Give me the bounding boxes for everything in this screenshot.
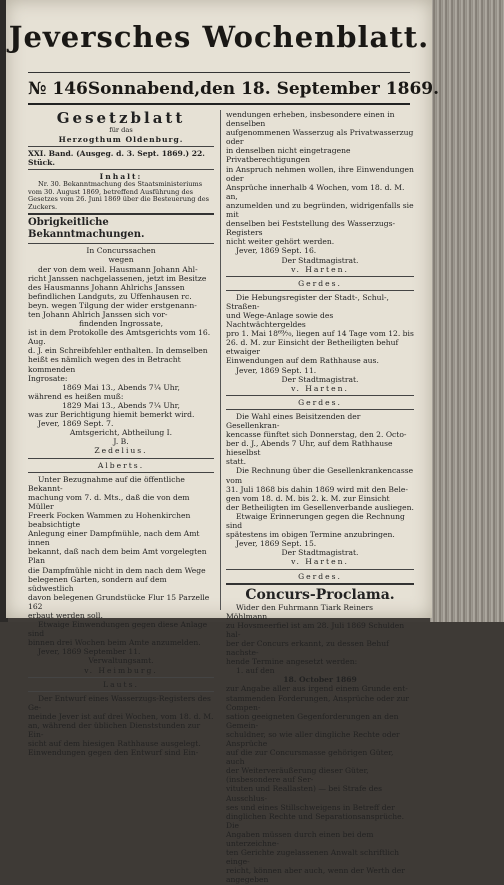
notice-line: in Anspruch nehmen wollen, ihre Einwendungen oder	[226, 164, 414, 183]
notice-line: an, während der üblichen Dienststunden zur Ein-	[28, 721, 201, 740]
notice-line: der Weiterveräußerung dieser Güter, (insbesondere auf Ser-	[226, 766, 369, 785]
inhalt-text: Nr. 30. Bekanntmachung des Staatsministeriums vom 30. August 1869, betreffend Ausführung des Gesetzes vom 26. Juni 1869 über die Besteuerung des Zuckers.	[28, 179, 210, 211]
notice-authority: J. B.	[113, 437, 129, 447]
notice-line: 31. Juli 1868 bis dahin 1869 wird mit den Bele-	[226, 484, 408, 494]
notice-line: die Dampfmühle nicht in dem nach dem Wege	[28, 565, 206, 575]
notice-line: zu Hovsmeerfiel ist am 28. Juli 1869 Schulden hal-	[226, 620, 405, 639]
notice-line: gen vom 18. d. M. bis 2. k. M. zur Einsicht	[226, 493, 390, 503]
notice-line: ber der Concurs erkannt, zu dessen Behuf nachste-	[226, 638, 389, 658]
notice-line: vituten und Reallasten) — bei Strafe des Ausschlus-	[226, 784, 382, 803]
gesetzblatt-band: XXI. Band. (Ausgeg. d. 3. Sept. 1869.) 22. Stück.	[28, 148, 205, 167]
notice-line: Die Hebungsregister der Stadt-, Schul-, Straßen-	[226, 292, 389, 311]
notice-authority: Verwaltungsamt.	[88, 656, 154, 666]
notice-line: der Betheiligten im Gesellenverbande ausliegen.	[226, 502, 414, 512]
notice-line: hende Termine angesetzt werden:	[226, 657, 358, 667]
notice-line: Der Entwurf eines Wasserzugs-Registers des Ge-	[28, 693, 211, 712]
notice-line: befindlichen Landguts, zu Uffenhausen rc.	[28, 291, 192, 301]
notice-line: Die Wahl eines Beisitzenden der Gesellenkran-	[226, 411, 361, 430]
notice-line: Angaben müssen durch einen bei dem unterzeichne-	[226, 829, 374, 849]
notice-line: ten Johann Ahlrich Janssen sich vor-	[28, 310, 168, 319]
notice-line: meinde Jever ist auf drei Wochen, vom 18. d. M.	[28, 711, 214, 721]
notice-authority: Der Stadtmagistrat.	[281, 548, 359, 558]
page-stack-edge	[430, 0, 504, 622]
notice-date: Jever, 1869 Sept. 7.	[38, 419, 114, 429]
notice-line: findenden Ingrossate,	[78, 319, 164, 329]
notice-line: In Concurssachen	[86, 246, 156, 256]
notice-line: Einwendungen gegen den Entwurf sind Ein-	[28, 748, 199, 758]
notice-line: Unter Bezugnahme auf die öffentliche Bekannt-	[28, 474, 185, 493]
notice-line: was zur Berichtigung hiemit bemerkt wird.	[28, 410, 195, 420]
masthead-title: Jeversches Wochenblatt.	[8, 20, 430, 54]
inhalt-heading: Inhalt:	[99, 171, 143, 181]
notice-line: während es heißen muß:	[28, 391, 124, 401]
notice-date: Jever, 1869 Sept. 11.	[236, 365, 317, 375]
notice-line: statt.	[226, 457, 246, 467]
notice-line: des Hausmanns Johann Ahlrichs Janssen	[28, 282, 185, 292]
notice-authority: Der Stadtmagistrat.	[281, 255, 359, 265]
notice-line: Ansprüche innerhalb 4 Wochen, vom 18. d. M. an,	[226, 182, 405, 201]
notice-authority: Amtsgericht, Abtheilung I.	[69, 428, 173, 438]
right-column	[226, 110, 414, 885]
secretary-signature: Gerdes.	[298, 278, 342, 288]
notice-line: beyn. wegen Tilgung der wider erstgenann-	[28, 300, 197, 310]
issue-line	[28, 79, 440, 99]
notice-authority: Der Stadtmagistrat.	[281, 374, 359, 384]
secretary-signature: Alberts.	[97, 460, 145, 470]
notice-line: sicht auf dem hiesigen Rathhause ausgelegt.	[28, 739, 201, 749]
notice-line: Die Rechnung über die Gesellenkrankencasse vom	[226, 466, 414, 485]
notice-line: erbaut werden soll.	[28, 611, 103, 620]
concurs-heading: Concurs-Proclama.	[245, 586, 395, 603]
notice-line: 1. auf den	[236, 666, 275, 676]
notice-line: Freerk Focken Wammen zu Hohenkirchen beabsichtigte	[28, 510, 191, 530]
notice-line: belegenen Garten, sondern auf dem südwestlich	[28, 574, 167, 593]
notice-line: d. J. ein Schreibfehler enthalten. In demselben	[28, 346, 208, 356]
gesetzblatt-title: Gesetzblatt	[56, 109, 186, 127]
notice-line: richt Janssen nachgelassenen, jetzt im Besitze	[28, 273, 207, 283]
notice-line: und Wege-Anlage sowie des Nachtwächtergeldes	[226, 310, 334, 330]
issue-number: № 146	[28, 79, 88, 99]
secretary-signature: Lauts.	[103, 679, 139, 689]
notice-signature: v. Harten.	[291, 383, 349, 393]
gesetzblatt-region: Herzogthum Oldenburg.	[58, 134, 184, 144]
gesetzblatt-sub: für das	[109, 126, 133, 134]
issue-date: den 18. September 1869.	[200, 79, 440, 99]
secretary-signature: Gerdes.	[298, 397, 342, 407]
notice-line: 1829 Mai 13., Abends 7¼ Uhr,	[62, 400, 180, 410]
notice-date: Jever, 1869 September 11.	[38, 647, 141, 657]
notice-line: dinglichen Rechte und Separationsansprüche. Die	[226, 811, 405, 830]
column-divider	[220, 110, 221, 610]
notice-line: nicht weiter gehört werden.	[226, 237, 335, 247]
notice-line: schuldner, so wie aller dingliche Rechte oder Ansprüche	[226, 729, 400, 748]
notice-line: denselben bei Feststellung des Wasserzugs-Registers	[226, 219, 396, 238]
notice-signature: v. Harten.	[291, 557, 349, 567]
notice-line: binnen drei Wochen beim Amte anzumelden.	[28, 638, 201, 648]
notice-line: sation geeigneten Gegenforderungen an den Gemein-	[226, 711, 399, 730]
notice-signature: v. Harten.	[291, 264, 349, 274]
notice-line: 1869 Mai 13., Abends 7¼ Uhr,	[62, 382, 180, 392]
issue-day: Sonnabend,	[87, 79, 201, 99]
masthead-rule-top	[28, 72, 410, 73]
left-column	[28, 110, 214, 757]
notice-line: anzumelden und zu begründen, widrigenfalls sie mit	[226, 200, 414, 220]
notice-line: in denselben nicht eingetragene Privatberechtigungen	[226, 146, 351, 165]
obrigkeitliche-heading: Obrigkeitliche Bekanntmachungen.	[28, 217, 145, 241]
notice-line: der von dem weil. Hausmann Johann Ahl-	[38, 264, 198, 274]
notice-line: ten Gerichte zugelassenen Anwalt schriftlich einge-	[226, 848, 400, 867]
notice-date: Jever, 1869 Sept. 16.	[236, 246, 317, 256]
notice-line: Einwendungen auf dem Rathhause aus.	[226, 356, 379, 366]
notice-line: Etwaige Einwendungen gegen diese Anlage sind	[28, 620, 208, 639]
notice-line: Anlegung einer Dampfmühle, nach dem Amt innen	[28, 529, 200, 548]
notice-signature: Zedelius.	[94, 446, 148, 456]
notice-line: auf die zur Concursmasse gehörigen Güter, auch	[226, 748, 394, 767]
notice-line: spätestens im obigen Termine anzubringen.	[226, 530, 395, 540]
notice-line: ses und eines Stillschweigens in Betreff der	[226, 802, 395, 812]
notice-line: davon belegenen Grundstücke Flur 15 Parzelle 162	[28, 592, 210, 611]
notice-line: ist in dem Protokolle des Amtsgerichts vom 16. Aug.	[28, 328, 211, 347]
notice-line: 26. d. M. zur Einsicht der Betheiligten behuf etwaiger	[226, 338, 399, 357]
notice-line: Wider den Fuhrmann Tiark Reiners Möhlmann	[226, 602, 373, 621]
notice-line: reicht, können aber auch, wenn der Werth der angegeben	[226, 866, 405, 885]
notice-line: bekannt, daß nach dem beim Amt vorgelegten Plan	[28, 547, 207, 566]
notice-line: machung vom 7. d. Mts., daß die von dem Müller	[28, 492, 190, 511]
notice-line: stammenden Forderungen, Ansprüche oder zur Compen-	[226, 693, 410, 712]
notice-line: wegen	[108, 255, 134, 265]
notice-signature: v. Heimburg.	[84, 665, 158, 675]
notice-line: wendungen erheben, insbesondere einen in denselben	[226, 110, 395, 129]
secretary-signature: Gerdes.	[298, 571, 342, 581]
notice-line: heißt es nämlich wegen des in Betracht kommenden	[28, 355, 181, 374]
notice-line: aufgenommenen Wasserzug als Privatwasserzug oder	[226, 128, 414, 147]
newspaper-page	[6, 0, 440, 885]
notice-line: zur Angabe aller aus irgend einem Grunde ent-	[226, 684, 408, 694]
notice-line: pro 1. Mai 18⁶⁹⁄₇₀, liegen auf 14 Tage vom 12. bis	[226, 329, 414, 339]
concurs-date: 18. October 1869	[283, 675, 357, 685]
notice-line: kencasse fünftet sich Donnerstag, den 2. Octo-	[226, 430, 407, 440]
notice-line: ber d. J., Abends 7 Uhr, auf dem Rathhause hieselbst	[226, 439, 393, 458]
notice-line: Ingrosate:	[28, 373, 68, 383]
notice-line: Etwaige Erinnerungen gegen die Rechnung sind	[226, 511, 405, 531]
notice-date: Jever, 1869 Sept. 15.	[236, 539, 317, 549]
masthead-rule-bottom	[28, 103, 410, 105]
